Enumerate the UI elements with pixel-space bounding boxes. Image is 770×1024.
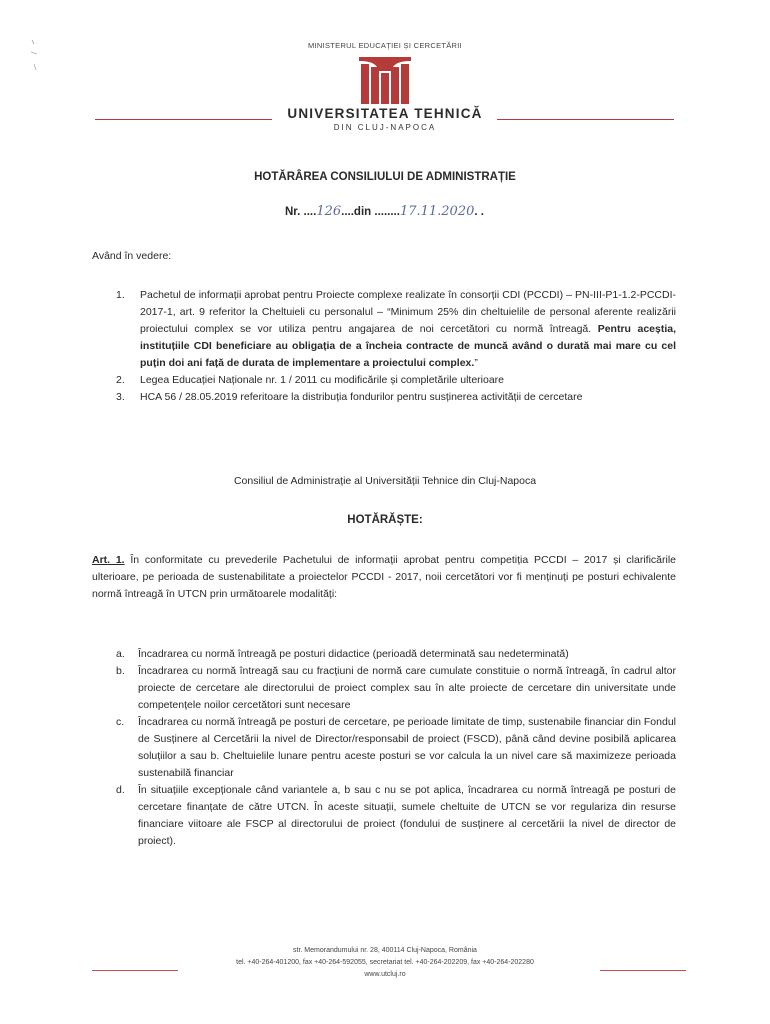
din-label: ....din ........ [341,206,400,218]
council-statement: Consiliul de Administrație al Universității Tehnice din Cluj-Napoca [233,475,537,487]
modality-item [116,663,676,714]
modality-letter: a. [116,648,125,660]
footer-contacts: tel. +40-264-401200, fax +40-264-592055, secretariat tel. +40-264-202209, fax +40-264-202280 [236,959,534,966]
modality-letter: c. [116,716,125,728]
item-text: Pachetul de informații aprobat pentru Proiecte complexe realizate în consorții CDI (PCCDI) – PN-III-P1-1.2-PCCDI-2017-1, art. 9 referitor la Cheltuieli cu personalul – “Minimum 25% din cheltuielile de personal aferente realizării proiectului complex se vor utiliza pentru angajarea de noi cercetători cu normă întreagă. [140,289,676,335]
item-number: 3. [116,391,125,403]
decides-heading: HOTĂRĂȘTE: [347,514,423,526]
modality-letter: d. [116,784,125,796]
decision-number: 126 [316,204,342,219]
consideration-item [116,389,676,406]
nr-label: Nr. .... [285,206,317,218]
modalities-list [116,646,676,850]
modality-item [116,646,676,663]
item-text: Legea Educației Naționale nr. 1 / 2011 cu modificările și completările ulterioare [140,374,505,386]
footer-address: str. Memorandumului nr. 28, 400114 Cluj-Napoca, România [293,947,477,954]
decision-date: 17.11.2020 [399,204,475,219]
article-label: Art. 1. [92,554,125,566]
modality-text: În situațiile excepționale când variantele a, b sau c nu se pot aplica, încadrarea cu normă întreagă pe posturi de cercetare finanțate de către UTCN. În aceste situații, sumele cheltuite de UTCN se vor regulariza din resurse financiare viitoare ale FSCP al directorului de proiect (fondului de susținere al cercetării la nivel de director de proiect). [138,784,676,847]
modality-text: Încadrarea cu normă întreagă pe posturi de cercetare, pe perioade limitate de timp, sustenabile financiar din Fondul de Susținere al Cercetării la nivel de Director/responsabil de proiect (FSCD), până când devine posibilă aplicarea soluțiilor a sau b. Cheltuielile lunare pentru aceste posturi se vor calcula la un nivel care să maximizeze perioada sustenabilă financiar [138,716,676,779]
decision-number-line [285,204,484,219]
footer-web: www.utcluj.ro [364,971,406,978]
modality-item [116,782,676,850]
modality-text: Încadrarea cu normă întreagă sau cu fracțiuni de normă care cumulate constituie o normă întreagă, în cadrul altor proiecte de cercetare ale directorului de proiect complex sau în alte proiecte de cercetare din universitate unde competențele noilor cercetători sunt necesare [138,665,676,711]
intro-text: Având în vedere: [92,250,172,262]
considerations-list [116,287,676,406]
item-text: HCA 56 / 28.05.2019 referitoare la distribuția fondurilor pentru susținerea activității de cercetare [140,391,583,403]
university-name: UNIVERSITATEA TEHNICĂ [287,106,483,121]
consideration-item [116,372,676,389]
header-rule-right [497,119,674,120]
modality-text: Încadrarea cu normă întreagă pe posturi didactice (perioadă determinată sau nedeterminată) [138,648,569,660]
modality-letter: b. [116,665,125,677]
item-number: 2. [116,374,125,386]
article-text: În conformitate cu prevederile Pachetului de informații aprobat pentru competiția PCCDI – 2017 și clarificările ulterioare, pe perioada de sustenabilitate a proiectelor PCCDI - 2017, noii cercetători vor fi menținuți pe posturi echivalente normă întreagă în UTCN prin următoarele modalități: [92,554,676,600]
item-number: 1. [116,289,125,301]
item-bold-text: Pentru aceștia, instituțiile CDI beneficiare au obligația de a încheia contracte de muncă având o durată mai mare cu cel puțin doi ani față de durata de implementare a proiectului complex. [140,323,677,369]
footer [0,945,770,981]
article-1 [92,552,676,603]
document-title: HOTĂRÂREA CONSILIULUI DE ADMINISTRAȚIE [254,171,516,183]
consideration-item [116,287,676,372]
university-logo [357,55,413,105]
university-city: DIN CLUJ-NAPOCA [333,123,437,132]
item-text-end: ” [474,357,478,369]
ministry-name: MINISTERUL EDUCAȚIEI ȘI CERCETĂRII [307,41,463,50]
date-suffix: . . [474,206,484,218]
modality-item [116,714,676,782]
